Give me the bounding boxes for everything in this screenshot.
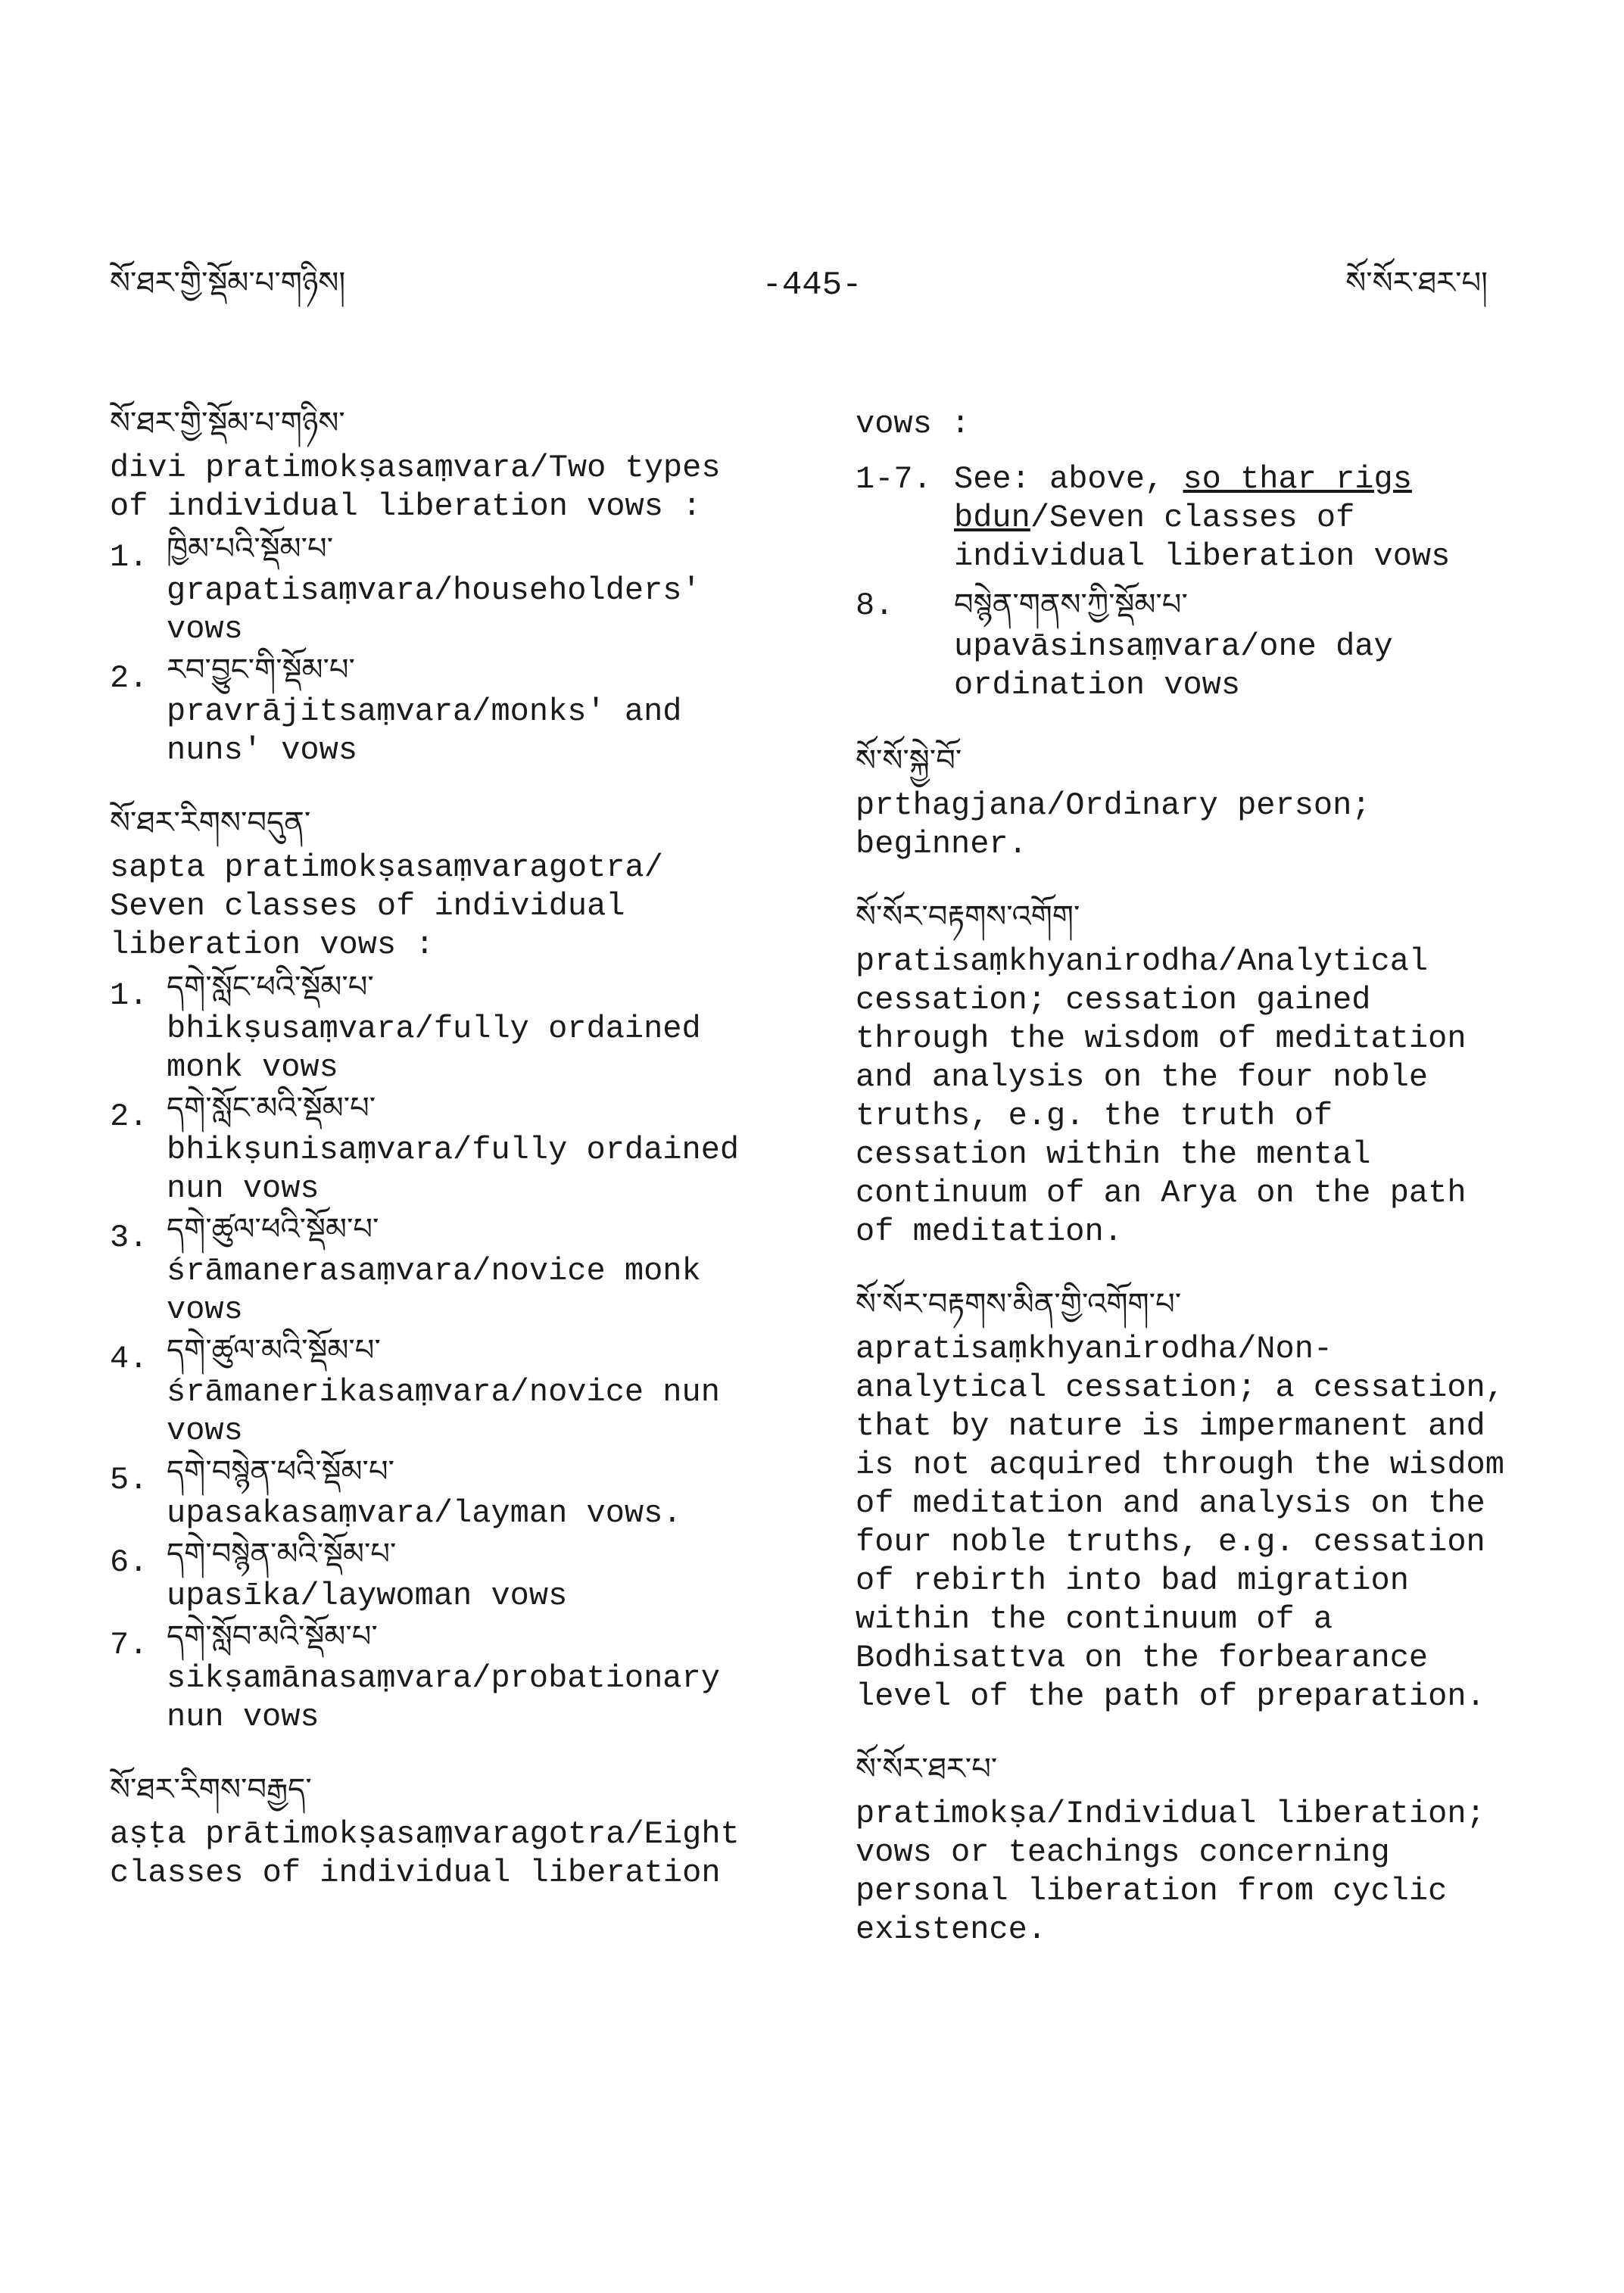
item-text: grapatisaṃvara/householders' vows [167, 572, 701, 647]
item-number: 1-7. [856, 461, 932, 497]
list-item [110, 531, 761, 649]
item-tibetan: དགེ་ཚུལ་མའི་སྡོམ་པ་ [167, 1333, 381, 1368]
vow-list [856, 460, 1522, 705]
vow-list [110, 531, 761, 770]
vow-list [110, 969, 761, 1737]
entry-definition: pratimokṣa/Individual liberation; vows or teachings concerning personal liberation from cyclic existence. [856, 1796, 1485, 1948]
list-item [110, 1618, 761, 1737]
tibetan-headword: སོ་སོར་བརྟགས་མིན་གྱི་འགོག་པ་ [856, 1287, 1182, 1322]
right-column [856, 405, 1522, 1984]
tibetan-headword: སོ་སོར་ཐར་པ་ [856, 1752, 998, 1787]
entry-definition: divi pratimokṣasaṃvara/Two types of individual liberation vows : [110, 450, 721, 525]
item-tibetan: ཁྱིམ་པའི་སྡོམ་པ་ [167, 531, 334, 566]
entry-ordinary-person [856, 743, 1522, 864]
continued-text: vows : [856, 406, 971, 442]
item-text [954, 460, 1522, 576]
item-text: bhikṣusaṃvara/fully ordained monk vows [167, 1011, 701, 1086]
item-number: 8. [856, 587, 894, 624]
item-tibetan: དགེ་བསྙེན་ཕའི་སྡོམ་པ་ [167, 1454, 394, 1489]
entry-definition: apratisaṃkhyanirodha/Non-analytical cessation; a cessation, that by nature is impermanent and is not acquired through the wisdom of meditation and analysis on the four noble truths, e.g. cessation of rebirth into bad migration within the continuum of a Bodhisattva on the forbearance level of the path of preparation. [856, 1331, 1504, 1715]
tibetan-headword: སོ་སོར་བརྟགས་འགོག་ [856, 899, 1080, 934]
list-item [110, 1090, 761, 1208]
entry-two-types [110, 405, 761, 770]
item-tibetan: བསྙེན་གནས་ཀྱི་སྡོམ་པ་ [954, 587, 1188, 622]
entry-definition: aṣṭa prātimokṣasaṃvaragotra/Eight classes of individual liberation [110, 1816, 740, 1891]
cross-reference: so thar rigs bdun [954, 461, 1412, 536]
item-number: 4. [110, 1341, 148, 1377]
list-item [110, 652, 761, 770]
item-tibetan: དགེ་སློང་ཕའི་སྡོམ་པ་ [167, 970, 374, 1005]
entry-non-analytical-cessation [856, 1286, 1522, 1716]
tibetan-headword: སོ་ཐར་རིགས་བརྒྱད་ [110, 1772, 312, 1807]
tibetan-headword: སོ་ཐར་གྱི་སྡོམ་པ་གཉིས་ [110, 406, 345, 441]
item-text: upavāsinsaṃvara/one day ordination vows [954, 628, 1393, 703]
item-text: bhikṣunisaṃvara/fully ordained nun vows [167, 1132, 740, 1207]
entry-analytical-cessation [856, 899, 1522, 1251]
item-number: 6. [110, 1544, 148, 1581]
entry-eight-classes [110, 1771, 761, 1893]
running-head-left: སོ་ཐར་གྱི་སྡོམ་པ་གཉིས། [110, 266, 346, 301]
cross-ref-prefix: See: above, [954, 461, 1183, 497]
item-number: 3. [110, 1220, 148, 1256]
list-item [110, 1211, 761, 1329]
item-text: pravrājitsaṃvara/monks' and nuns' vows [167, 693, 682, 768]
item-tibetan: དགེ་སློབ་མའི་སྡོམ་པ་ [167, 1619, 378, 1654]
item-text: upasakasaṃvara/layman vows. [167, 1495, 682, 1531]
left-column [110, 405, 761, 1927]
entry-seven-classes [110, 805, 761, 1737]
item-text: śrāmanerikasaṃvara/novice nun vows [167, 1374, 720, 1449]
item-tibetan: རབ་བྱུང་གི་སྡོམ་པ་ [167, 653, 355, 687]
list-item [110, 969, 761, 1087]
item-text: upasīka/laywoman vows [167, 1578, 568, 1614]
item-tibetan: དགེ་བསྙེན་མའི་སྡོམ་པ་ [167, 1537, 397, 1572]
item-text: śrāmanerasaṃvara/novice monk vows [167, 1253, 701, 1328]
cross-ref-suffix: /Seven classes of individual liberation vows [954, 500, 1451, 575]
entry-individual-liberation [856, 1751, 1522, 1949]
entry-definition: pratisaṃkhyanirodha/Analytical cessation; cessation gained through the wisdom of meditation and analysis on the four noble truths, e.g. the truth of cessation within the mental continuum of an Arya on the path of meditation. [856, 943, 1467, 1250]
item-number: 2. [110, 660, 148, 696]
list-item [110, 1332, 761, 1450]
item-number: 1. [110, 539, 148, 575]
entry-definition: prthagjana/Ordinary person; beginner. [856, 787, 1371, 862]
item-number: 2. [110, 1098, 148, 1135]
list-item [110, 1536, 761, 1615]
item-tibetan: དགེ་སློང་མའི་སྡོམ་པ་ [167, 1091, 376, 1126]
entry-definition: sapta pratimokṣasaṃvaragotra/ Seven classes of individual liberation vows : [110, 849, 663, 963]
list-item [110, 1453, 761, 1533]
running-head-right: སོ་སོར་ཐར་པ། [1345, 266, 1488, 301]
tibetan-headword: སོ་ཐར་རིགས་བདུན་ [110, 805, 311, 840]
item-number: 7. [110, 1627, 148, 1663]
tibetan-headword: སོ་སོ་སྐྱེ་བོ་ [856, 743, 962, 778]
item-number: 1. [110, 977, 148, 1014]
item-text: sikṣamānasaṃvara/probationary nun vows [167, 1660, 720, 1735]
page-number: -445- [762, 266, 862, 304]
list-item [856, 460, 1522, 576]
item-number: 5. [110, 1462, 148, 1498]
list-item [856, 587, 1522, 705]
item-tibetan: དགེ་ཚུལ་ཕའི་སྡོམ་པ་ [167, 1212, 379, 1247]
